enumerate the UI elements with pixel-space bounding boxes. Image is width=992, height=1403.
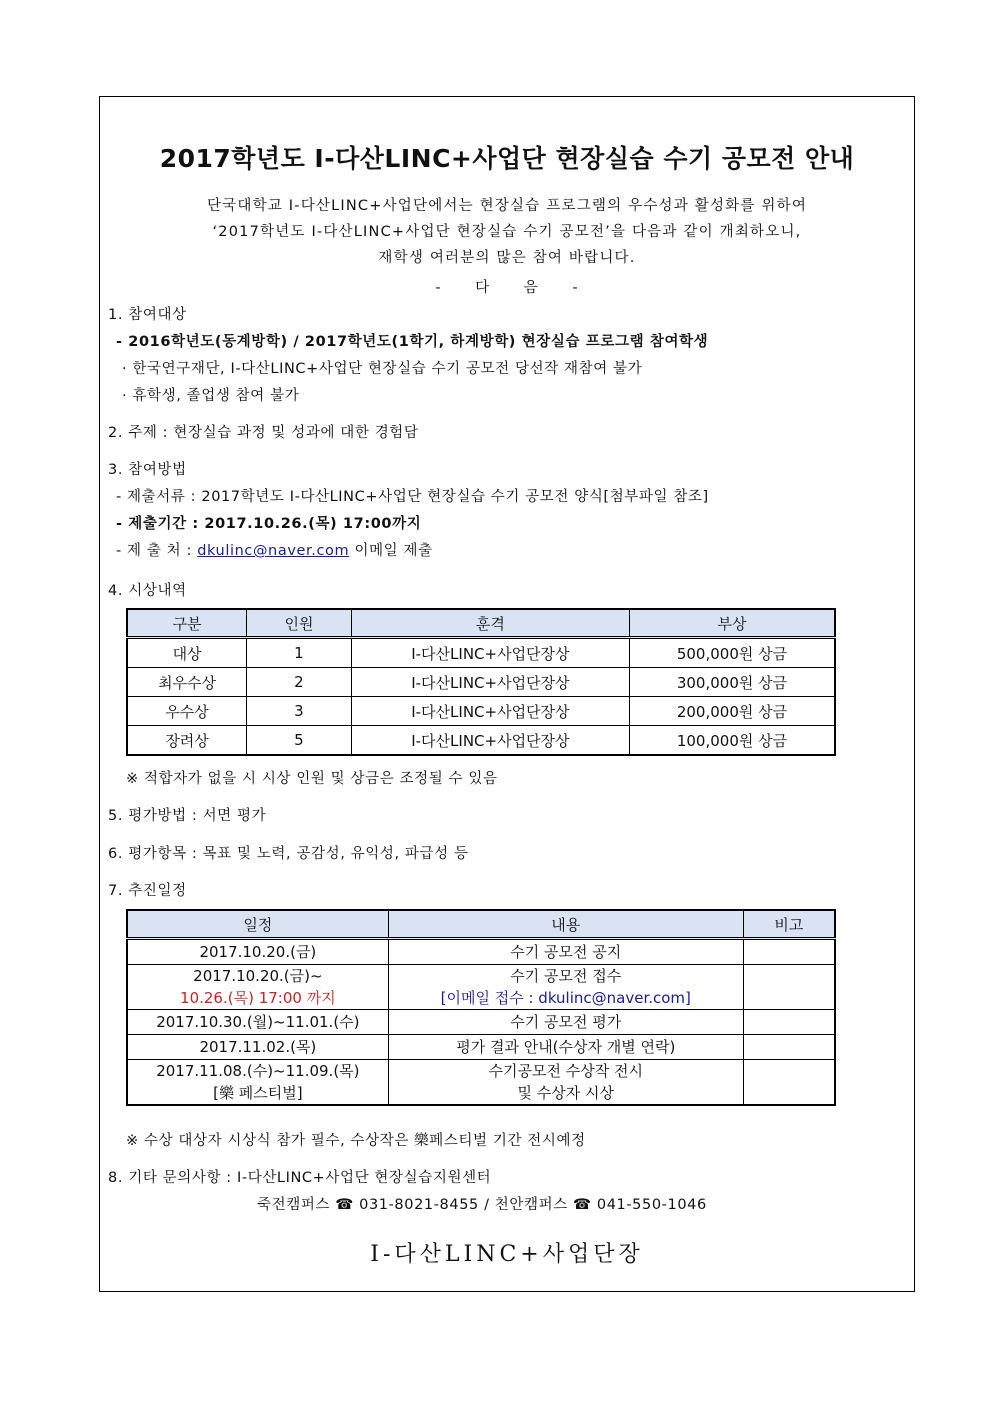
col-header: 내용 (388, 910, 743, 939)
table-cell: I-다산LINC+사업단장상 (351, 668, 629, 697)
prize-table (126, 608, 836, 756)
schedule-note (743, 1010, 835, 1035)
schedule-date: 2017.11.02.(목) (127, 1035, 388, 1060)
section3-where (116, 539, 433, 560)
col-header: 비고 (743, 910, 835, 939)
schedule-content: 수기 공모전 공지 (388, 939, 743, 965)
prize-note: ※ 적합자가 없을 시 시상 인원 및 상금은 조정될 수 있음 (126, 771, 498, 787)
table-cell: 장려상 (127, 726, 247, 756)
section1-heading: 1. 참여대상 (108, 307, 187, 323)
table-cell: 5 (247, 726, 352, 756)
table-row (127, 1060, 835, 1106)
prize-table-header (127, 609, 835, 638)
table-row (127, 1035, 835, 1060)
section7-heading: 7. 추진일정 (108, 883, 187, 899)
where-label: - 제 출 처 : (116, 543, 198, 559)
table-cell: 대상 (127, 638, 247, 668)
section1-main: - 2016학년도(동계방학) / 2017학년도(1학기, 하계방학) 현장실습 프로그램 참여학생 (116, 334, 709, 350)
document-title: 2017학년도 I-다산LINC+사업단 현장실습 수기 공모전 안내 (159, 144, 855, 173)
col-header: 부상 (629, 609, 835, 638)
date-line-deadline: 10.26.(목) 17:00 까지 (180, 989, 336, 1007)
schedule-date: 2017.10.30.(월)~11.01.(수) (127, 1010, 388, 1035)
col-header: 구분 (127, 609, 247, 638)
contact-phones: 죽전캠퍼스 ☎ 031-8021-8455 / 천안캠퍼스 ☎ 041-550-1046 (257, 1197, 707, 1213)
col-header: 일정 (127, 910, 388, 939)
col-header: 훈격 (351, 609, 629, 638)
section2-topic: 2. 주제 : 현장실습 과정 및 성과에 대한 경험담 (108, 425, 419, 441)
col-header: 인원 (247, 609, 352, 638)
schedule-content: 평가 결과 안내(수상자 개별 연락) (388, 1035, 743, 1060)
schedule-table-header (127, 910, 835, 939)
table-cell: 100,000원 상금 (629, 726, 835, 756)
table-row (127, 638, 835, 668)
table-row (127, 939, 835, 965)
table-cell: 200,000원 상금 (629, 697, 835, 726)
schedule-note (743, 939, 835, 965)
table-cell: I-다산LINC+사업단장상 (351, 697, 629, 726)
content-line: 수기공모전 수상작 전시 (488, 1062, 643, 1080)
section3-heading: 3. 참여방법 (108, 462, 187, 478)
schedule-content (388, 965, 743, 1010)
table-cell: I-다산LINC+사업단장상 (351, 726, 629, 756)
table-row (127, 668, 835, 697)
date-line: [樂 페스티벌] (213, 1084, 303, 1102)
section6-criteria: 6. 평가항목 : 목표 및 노력, 공감성, 유익성, 파급성 등 (108, 846, 469, 862)
date-line: 2017.10.20.(금)~ (193, 967, 323, 985)
section8-heading: 8. 기타 문의사항 : I-다산LINC+사업단 현장실습지원센터 (108, 1170, 492, 1186)
section1-note: · 한국연구재단, I-다산LINC+사업단 현장실습 수기 공모전 당선작 재참여 불가 (122, 361, 643, 377)
schedule-content (388, 1060, 743, 1106)
table-row (127, 965, 835, 1010)
schedule-date: 2017.10.20.(금) (127, 939, 388, 965)
schedule-date (127, 965, 388, 1010)
section3-period: - 제출기간 : 2017.10.26.(목) 17:00까지 (116, 516, 422, 532)
schedule-note-text: ※ 수상 대상자 시상식 참가 필수, 수상작은 樂페스티벌 기간 전시예정 (126, 1133, 586, 1149)
date-line: 2017.11.08.(수)~11.09.(목) (156, 1062, 360, 1080)
section1-note: · 휴학생, 졸업생 참여 불가 (122, 388, 300, 404)
schedule-date (127, 1060, 388, 1106)
content-line: 수기 공모전 접수 (510, 967, 622, 985)
section5-method: 5. 평가방법 : 서면 평가 (108, 808, 267, 824)
schedule-table (126, 909, 836, 1106)
schedule-note (743, 1035, 835, 1060)
daeum-heading: - 다 음 - (435, 280, 579, 296)
email-link[interactable]: dkulinc@naver.com (197, 543, 350, 559)
intro-line: 단국대학교 I-다산LINC+사업단에서는 현장실습 프로그램의 우수성과 활성화를 위하여 (206, 198, 808, 214)
closing-signature: I-다산LINC+사업단장 (370, 1242, 644, 1267)
document-frame (99, 96, 915, 1292)
schedule-content: 수기 공모전 평가 (388, 1010, 743, 1035)
content-line: 및 수상자 시상 (517, 1084, 615, 1102)
table-cell: 최우수상 (127, 668, 247, 697)
intro-paragraph (100, 193, 914, 271)
intro-line: 재학생 여러분의 많은 참여 바랍니다. (378, 250, 636, 266)
table-cell: 2 (247, 668, 352, 697)
table-cell: 500,000원 상금 (629, 638, 835, 668)
table-cell: 우수상 (127, 697, 247, 726)
table-row (127, 726, 835, 756)
content-line-email: [이메일 접수 : dkulinc@naver.com] (440, 989, 691, 1007)
where-suffix: 이메일 제출 (349, 543, 433, 559)
section3-docs: - 제출서류 : 2017학년도 I-다산LINC+사업단 현장실습 수기 공모전 양식[첨부파일 참조] (116, 489, 709, 505)
table-row (127, 697, 835, 726)
schedule-note (743, 1060, 835, 1106)
schedule-note (743, 965, 835, 1010)
table-cell: I-다산LINC+사업단장상 (351, 638, 629, 668)
table-row (127, 1010, 835, 1035)
table-cell: 3 (247, 697, 352, 726)
intro-line: ‘2017학년도 I-다산LINC+사업단 현장실습 수기 공모전’을 다음과 같이 개최하오니, (212, 224, 802, 240)
table-cell: 300,000원 상금 (629, 668, 835, 697)
section4-heading: 4. 시상내역 (108, 583, 187, 599)
table-cell: 1 (247, 638, 352, 668)
